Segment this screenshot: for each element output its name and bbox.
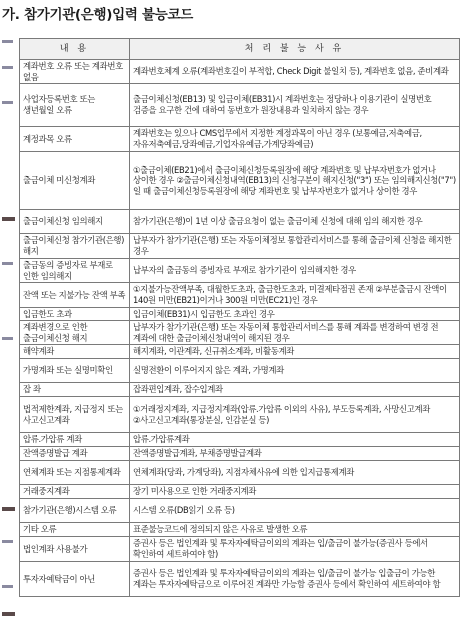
row-reason: 참가기관(은행)이 1년 이상 출금요청이 없는 출금이체 신청에 대해 임의 해지한 경우 xyxy=(130,210,460,234)
row-reason: ①지불가능잔액부족, 대월한도초과, 출금한도초과, 미결제타점권 존재 ②부분출금시 잔액이 140원 미만(EB21)이거나 300원 미만(EC21)인 경우 xyxy=(130,283,460,308)
table-row xyxy=(20,537,460,562)
table-row xyxy=(20,433,460,447)
row-item: 사업자등록번호 또는 생년월일 오류 xyxy=(20,84,130,127)
table-row xyxy=(20,321,460,345)
row-item: 법적제한계좌, 지급정지 또는 사고신고계좌 xyxy=(20,397,130,433)
table-row xyxy=(20,283,460,308)
row-reason: 해지계좌, 이관계좌, 신규취소계좌, 비활동계좌 xyxy=(130,345,460,359)
row-reason: 잡좌편입계좌, 잡수입계좌 xyxy=(130,383,460,397)
failure-code-table xyxy=(19,38,460,597)
row-reason: 계좌번호체계 오류(계좌번호길이 부적합, Check Digit 불일치 등), 계좌번호 없음, 준비계좌 xyxy=(130,60,460,84)
row-item: 잡 좌 xyxy=(20,383,130,397)
row-item: 잔액증명발급 계좌 xyxy=(20,447,130,461)
table-header-row xyxy=(20,39,460,60)
row-item: 계정과목 오류 xyxy=(20,127,130,152)
row-item: 잔액 또는 지불가능 잔액 부족 xyxy=(20,283,130,308)
row-reason: 표준불능코드에 정의되지 않은 사유로 발생한 오류 xyxy=(130,523,460,537)
row-reason: ①거래정지계좌, 지급정지계좌(압류.가압류 이외의 사유), 부도등록계좌, 사망신고계좌 ②사고신고계좌(통장분실, 인감분실 등) xyxy=(130,397,460,433)
row-item: 입금한도 초과 xyxy=(20,308,130,321)
table-row xyxy=(20,152,460,210)
row-reason: 납부자가 참가기관(은행) 또는 자동이체 통합관리서비스를 통해 계좌를 변경하여 변경 전 계좌에 대한 출금이체신청내역이 해지된 경우 xyxy=(130,321,460,345)
margin-marker xyxy=(2,540,13,543)
row-item: 거래중지계좌 xyxy=(20,485,130,499)
table-row xyxy=(20,499,460,523)
table-row xyxy=(20,397,460,433)
row-item: 법인계좌 사용불가 xyxy=(20,537,130,562)
table-row xyxy=(20,562,460,597)
row-reason: 연체계좌(당좌, 가계당좌), 지점자체사유에 의한 입지급통제계좌 xyxy=(130,461,460,485)
row-item: 투자자예탁금이 아닌 xyxy=(20,562,130,597)
table-row xyxy=(20,461,460,485)
row-item: 기타 오류 xyxy=(20,523,130,537)
table-row xyxy=(20,234,460,259)
header-item: 내 용 xyxy=(20,39,130,60)
row-item: 계좌변경으로 인한 출금이체신청 해지 xyxy=(20,321,130,345)
row-reason: 증권사 등은 법인계좌 및 투자자예탁금이외의 계좌는 입/출금이 불가능(증권사 등에서 확인하여 세트하여야 함) xyxy=(130,537,460,562)
row-reason: 실명전환이 이루어지지 않은 계좌, 가명계좌 xyxy=(130,359,460,383)
margin-marker xyxy=(2,40,13,43)
row-item: 압류.가압류 계좌 xyxy=(20,433,130,447)
table-row xyxy=(20,127,460,152)
margin-marker xyxy=(2,612,15,616)
row-item: 참가기관(은행)시스템 오류 xyxy=(20,499,130,523)
row-item: 출금이체신청 참가기관(은행)해지 xyxy=(20,234,130,259)
table-row xyxy=(20,447,460,461)
row-item: 가명계좌 또는 실명미확인 xyxy=(20,359,130,383)
margin-marker xyxy=(2,101,13,104)
row-reason: 납부자의 출금동의 증빙자료 부재로 참가기관이 임의해지한 경우 xyxy=(130,259,460,283)
row-reason: 출금이체신청(EB13) 및 입금이체(EB31)시 계좌번호는 정당하나 이용기관이 실명번호 검증을 요구한 건에 대하여 동번호가 원장내용과 일치하지 않는 경우 xyxy=(130,84,460,127)
margin-marker xyxy=(2,507,15,511)
row-item: 출금동의 증빙자료 부재로 인한 임의해지 xyxy=(20,259,130,283)
table-row xyxy=(20,210,460,234)
table-row xyxy=(20,345,460,359)
margin-marker xyxy=(2,66,13,69)
row-item: 연체계좌 또는 지점통제계좌 xyxy=(20,461,130,485)
table-row xyxy=(20,485,460,499)
row-reason: 압류.가압류계좌 xyxy=(130,433,460,447)
row-reason: ①출금이체(EB21)에서 출금이체신청등록원장에 해당 계좌번호 및 납부자번호가 없거나 상이한 경우 ②출금이체신청내역(EB13)의 신청구분이 해지신청("3") 또는 임의해지신청("7")일 때 출금이체신청등록원장에 해당 계좌번호 및 납부자번호가 없거나 상이한 경우 xyxy=(130,152,460,210)
row-reason: 입금이체(EB31)시 입금한도 초과인 경우 xyxy=(130,308,460,321)
table-row xyxy=(20,383,460,397)
row-reason: 장기 미사용으로 인한 거래중지계좌 xyxy=(130,485,460,499)
section-title: 가. 참가기관(은행)입력 불능코드 xyxy=(2,7,194,23)
table-row xyxy=(20,259,460,283)
table-row xyxy=(20,359,460,383)
row-reason: 시스템 오류(DB읽기 오류 등) xyxy=(130,499,460,523)
margin-marker xyxy=(2,262,13,265)
row-item: 해약계좌 xyxy=(20,345,130,359)
margin-marker xyxy=(2,585,13,588)
row-reason: 잔액증명발급계좌, 부채증명발급계좌 xyxy=(130,447,460,461)
row-item: 출금이체신청 임의해지 xyxy=(20,210,130,234)
row-item: 계좌번호 오류 또는 계좌번호 없음 xyxy=(20,60,130,84)
table-row xyxy=(20,84,460,127)
table-row xyxy=(20,60,460,84)
margin-marker xyxy=(2,217,15,221)
row-reason: 증권사 등은 법인계좌 및 투자자예탁금이외의 계좌는 입/출금이 불가능 입출금이 가능한 계좌는 투자자예탁금으로 이루어진 계좌만 가능함 증권사 등에서 확인하여 세트하여야 함 xyxy=(130,562,460,597)
margin-marker xyxy=(2,337,13,340)
row-reason: 계좌번호는 있으나 CMS업무에서 지정한 계정과목이 아닌 경우 (보통예금,저축예금,자유저축예금,당좌예금,기업자유예금,가계당좌예금) xyxy=(130,127,460,152)
table-row xyxy=(20,523,460,537)
row-item: 출금이체 미신청계좌 xyxy=(20,152,130,210)
header-reason: 처 리 불 능 사 유 xyxy=(130,39,460,60)
table-row xyxy=(20,308,460,321)
row-reason: 납부자가 참가기관(은행) 또는 자동이체정보 통합관리서비스를 통해 출금이체 신청을 해지한 경우 xyxy=(130,234,460,259)
